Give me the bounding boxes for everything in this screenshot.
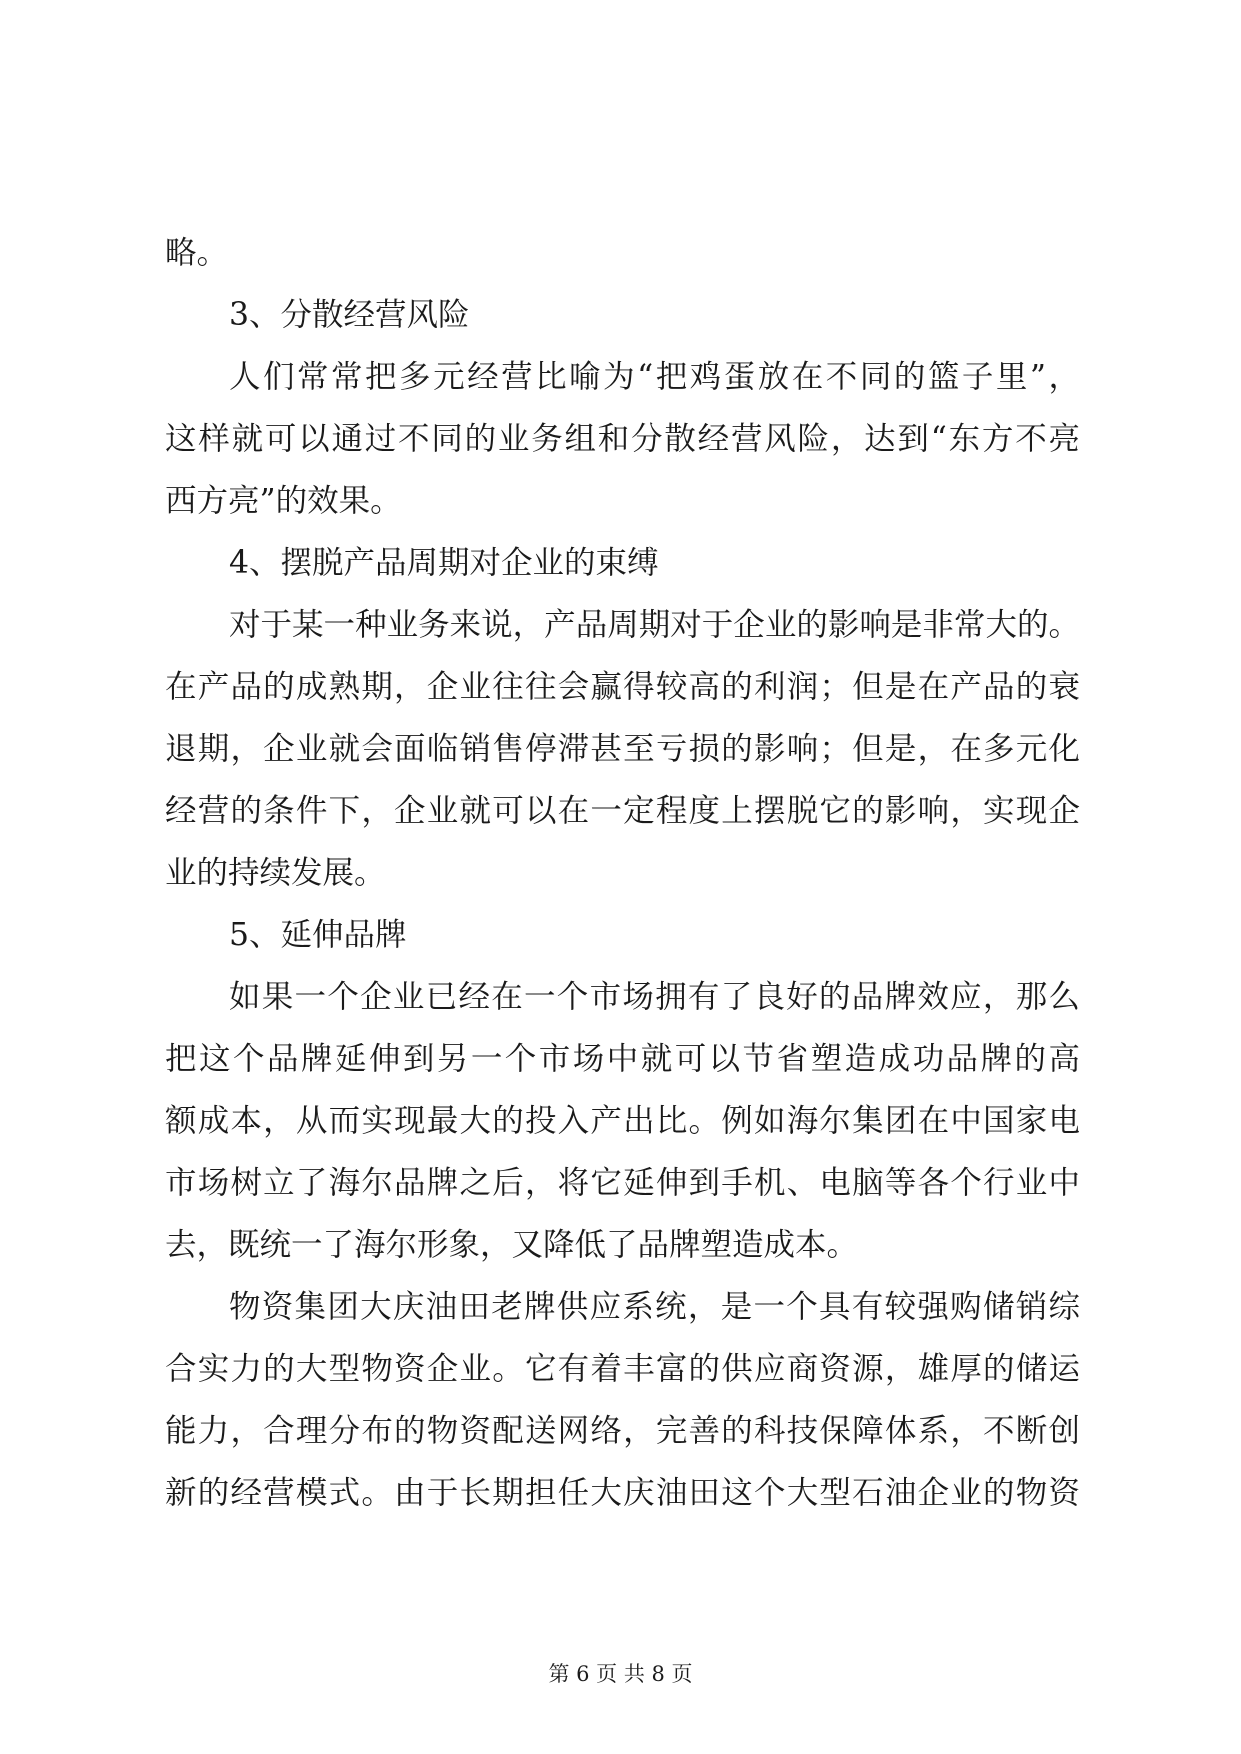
text-line: 去，既统一了海尔形象，又降低了品牌塑造成本。 (165, 1227, 859, 1263)
text-line: 市场树立了海尔品牌之后，将它延伸到手机、电脑等各个行业中 (165, 1165, 1080, 1201)
section-heading: 5、延伸品牌 (229, 917, 407, 953)
document-body (165, 222, 1080, 1524)
text-line: 略。 (165, 235, 229, 271)
text-line: 能力，合理分布的物资配送网络，完善的科技保障体系，不断创 (165, 1413, 1080, 1449)
text-line: 新的经营模式。由于长期担任大庆油田这个大型石油企业的物资 (165, 1475, 1080, 1511)
text-line: 退期，企业就会面临销售停滞甚至亏损的影响；但是，在多元化 (165, 731, 1080, 767)
page-number-footer: 第 6 页 共 8 页 (548, 1662, 693, 1686)
text-line: 如果一个企业已经在一个市场拥有了良好的品牌效应，那么 (229, 979, 1080, 1015)
text-line: 经营的条件下，企业就可以在一定程度上摆脱它的影响，实现企 (165, 793, 1080, 829)
text-line: 这样就可以通过不同的业务组和分散经营风险，达到“东方不亮 (165, 421, 1080, 457)
section-heading: 3、分散经营风险 (229, 297, 470, 333)
text-line: 在产品的成熟期，企业往往会赢得较高的利润；但是在产品的衰 (165, 669, 1080, 705)
text-line: 额成本，从而实现最大的投入产出比。例如海尔集团在中国家电 (165, 1103, 1080, 1139)
text-line: 把这个品牌延伸到另一个市场中就可以节省塑造成功品牌的高 (165, 1041, 1080, 1077)
text-line: 合实力的大型物资企业。它有着丰富的供应商资源，雄厚的储运 (165, 1351, 1080, 1387)
text-line: 物资集团大庆油田老牌供应系统，是一个具有较强购储销综 (229, 1289, 1080, 1325)
text-line: 业的持续发展。 (165, 855, 386, 891)
section-heading: 4、摆脱产品周期对企业的束缚 (229, 545, 659, 581)
text-line: 对于某一种业务来说，产品周期对于企业的影响是非常大的。 (229, 607, 1080, 643)
text-line: 人们常常把多元经营比喻为“把鸡蛋放在不同的篮子里”， (229, 359, 1080, 395)
text-line: 西方亮”的效果。 (165, 483, 402, 519)
